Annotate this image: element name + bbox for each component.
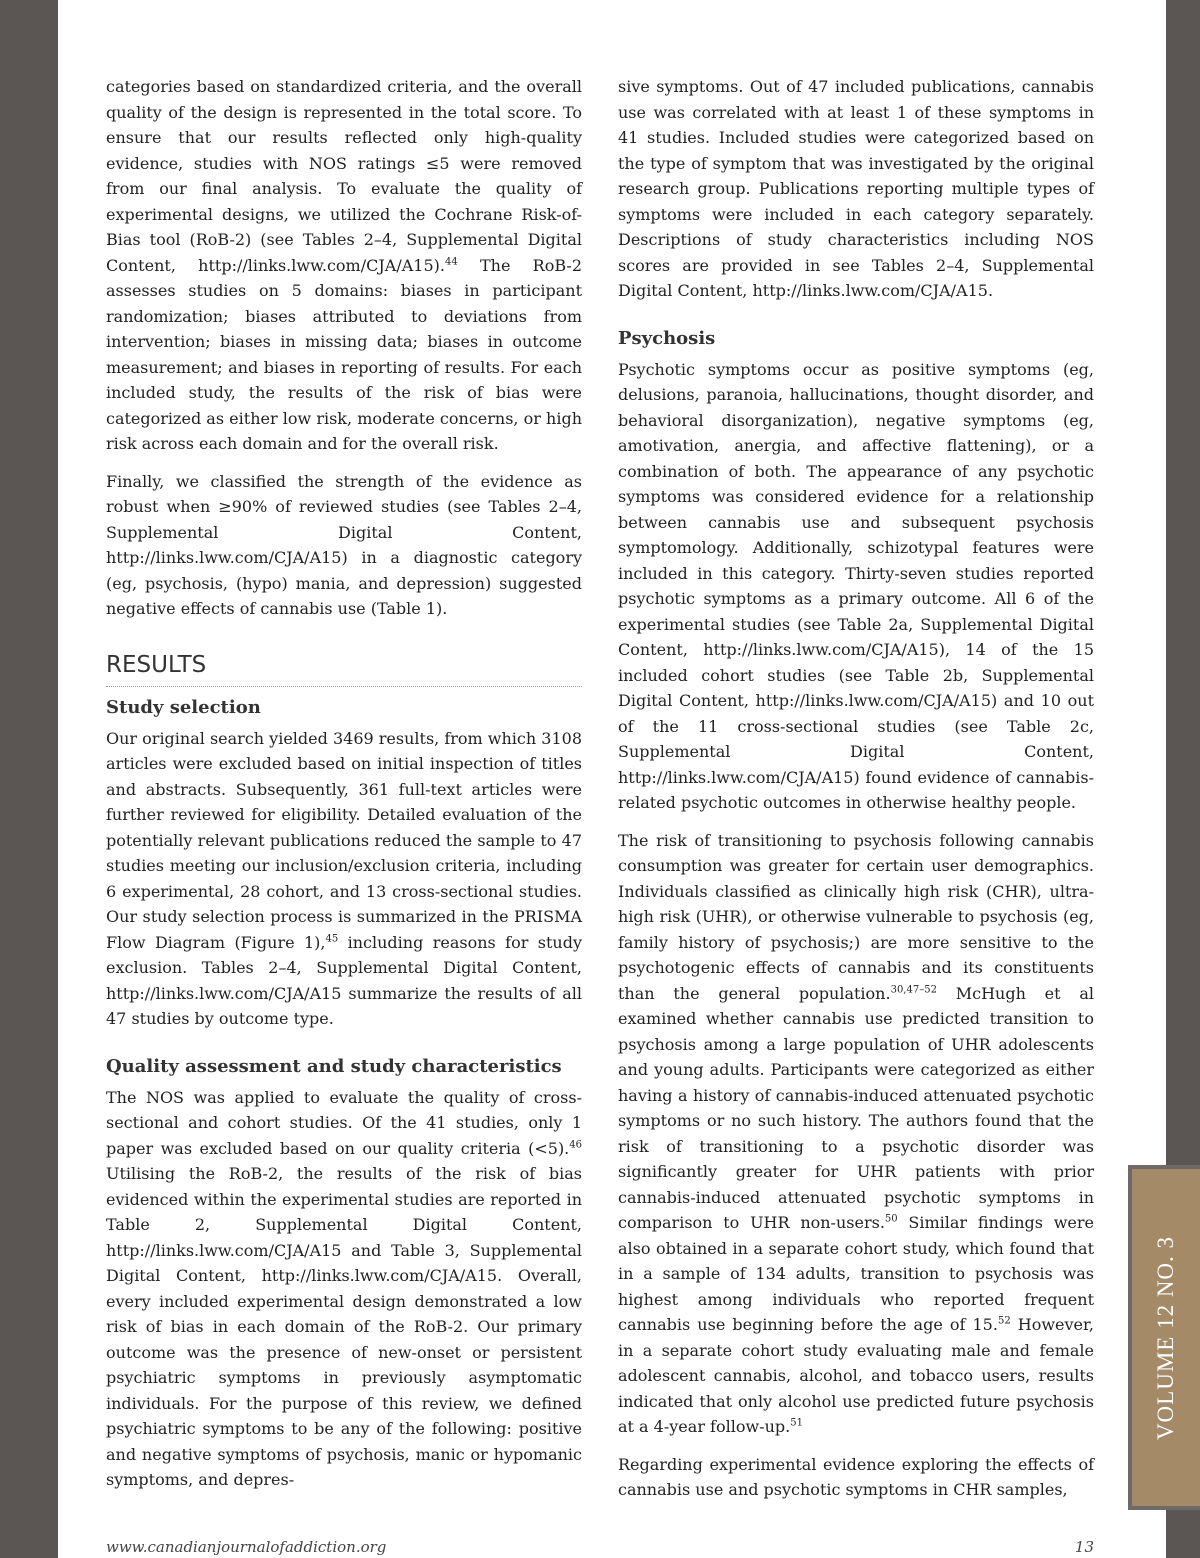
citation: 51: [790, 1417, 803, 1429]
right-column: [618, 74, 1094, 1515]
citation: 44: [444, 256, 458, 268]
results-heading: RESULTS: [106, 652, 582, 687]
paragraph-psychosis-risk: The risk of transitioning to psychosis following cannabis consumption was greater for certain user demographics. Individuals classified as clinically high risk (CHR), ultra-high risk (UHR), or otherwise vulnerable to psychosis (eg, family history of psychosis;) are more sensitive to the psychotogenic effects of cannabis and its constituents than the general population.$^{30,47-52}$ McHugh et al examined whether cannabis use predicted transition to psychosis among a large population of UHR adolescents and young adults. Participants were categorized as either having a history of cannabis-induced attenuated psychotic symptoms or no such history. The authors found that the risk of transitioning to a psychotic disorder was significantly greater for UHR patients with prior cannabis-induced attenuated psychotic symptoms in comparison to UHR non-users.$^{50}$ Similar findings were also obtained in a separate cohort study, which found that in a sample of 134 adults, transition to psychosis was highest among individuals who reported frequent cannabis use beginning before the age of 15.52 However, in a separate cohort study evaluating male and female adolescent cannabis, alcohol, and tobacco users, results indicated that only alcohol use predicted future psychosis at a 4-year follow-up.$^{51}$: [618, 830, 1095, 1436]
citation: 52: [997, 1315, 1011, 1327]
paragraph-study-selection: Our original search yielded 3469 results, from which 3108 articles were excluded based on initial inspection of titles and abstracts. Subsequently, 361 full-text articles were further reviewed for eligibility. Detailed evaluation of the potentially relevant publications reduced the sample to 47 studies meeting our inclusion/exclusion criteria, including 6 experimental, 28 cohort, and 13 cross-sectional studies. Our study selection process is summarized in the PRISMA Flow Diagram (Figure 1),$^{45}$ including reasons for study exclusion. Tables 2–4, Supplemental Digital Content, http://links.lww.com/CJA/A15 summarize the results of all 47 studies by outcome type.: [106, 728, 582, 1028]
citation: 45: [325, 933, 339, 945]
paragraph-quality-assessment: The NOS was applied to evaluate the quality of cross-sectional and cohort studies. Of the 41 studies, only 1 paper was excluded based on our quality criteria (<5).$^{46}$ Utilising the RoB-2, the results of the risk of bias evidenced within the experimental studies are reported in Table 2, Supplemental Digital Content, http://links.lww.com/CJA/A15 and Table 3, Supplemental Digital Content, http://links.lww.com/CJA/A15. Overall, every included experimental design demonstrated a low risk of bias in each domain of the RoB-2. Our primary outcome was the presence of new-onset or persistent psychiatric symptoms in previously asymptomatic individuals. For the purpose of this review, we defined psychiatric symptoms to be any of the following: positive and negative symptoms of psychosis, manic or hypomanic symptoms, and depres-: [106, 1087, 582, 1489]
left-column: [106, 74, 582, 1505]
left-margin-bar: [0, 0, 58, 1558]
paragraph-quality-methods: categories based on standardized criteria, and the overall quality of the design is represented in the total score. To ensure that our results reflected only high-quality evidence, studies with NOS ratings ≤5 were removed from our final analysis. To evaluate the quality of experimental designs, we utilized the Cochrane Risk-of-Bias tool (RoB-2) (see Tables 2–4, Supplemental Digital Content, http://links.lww.com/CJA/A15).$^{44}$ The RoB-2 assesses studies on 5 domains: biases in participant randomization; biases attributed to deviations from intervention; biases in missing data; biases in outcome measurement; and biases in reporting of results. For each included study, the results of the risk of bias were categorized as either low risk, moderate concerns, or high risk across each domain and for the overall risk.: [106, 77, 582, 453]
paragraph-psychosis-overview: Psychotic symptoms occur as positive symptoms (eg, delusions, paranoia, hallucinations, thought disorder, and behavioral disorganization), negative symptoms (eg, amotivation, anergia, and affective flattening), or a combination of both. The appearance of any psychotic symptoms was considered evidence for a relationship between cannabis use and subsequent psychosis symptomology. Additionally, schizotypal features were included in this category. Thirty-seven studies reported psychotic symptoms as a primary outcome. All 6 of the experimental studies (see Table 2a, Supplemental Digital Content, http://links.lww.com/CJA/A15), 14 of the 15 included cohort studies (see Table 2b, Supplemental Digital Content, http://links.lww.com/CJA/A15) and 10 out of the 11 cross-sectional studies (see Table 2c, Supplemental Digital Content, http://links.lww.com/CJA/A15) found evidence of cannabis-related psychotic outcomes in otherwise healthy people.: [618, 359, 1094, 812]
psychosis-heading: Psychosis: [618, 327, 716, 349]
page-number: 13: [1074, 1538, 1094, 1556]
citation: 46: [569, 1139, 582, 1151]
citation: 50: [884, 1213, 898, 1225]
footer-url[interactable]: www.canadianjournalofaddiction.org: [106, 1538, 387, 1556]
paragraph-evidence-strength: Finally, we classified the strength of the evidence as robust when ≥90% of reviewed studies (see Tables 2–4, Supplemental Digital Content, http://links.lww.com/CJA/A15) in a diagnostic category (eg, psychosis, (hypo) mania, and depression) suggested negative effects of cannabis use (Table 1).: [106, 471, 582, 618]
volume-tab: [1128, 1165, 1200, 1510]
citation: 30,47–52: [890, 984, 937, 996]
paragraph-experimental-evidence: Regarding experimental evidence exploring the effects of cannabis use and psychotic symptoms in CHR samples,: [618, 1454, 1094, 1499]
quality-assessment-heading: Quality assessment and study characteristics: [106, 1055, 562, 1077]
paragraph-symptom-categories: sive symptoms. Out of 47 included publications, cannabis use was correlated with at least 1 of these symptoms in 41 studies. Included studies were categorized based on the type of symptom that was investigated by the original research group. Publications reporting multiple types of symptoms were included in each category separately. Descriptions of study characteristics including NOS scores are provided in see Tables 2–4, Supplemental Digital Content, http://links.lww.com/CJA/A15.: [618, 77, 1094, 300]
volume-label: VOLUME 12 NO. 3: [1153, 1235, 1178, 1440]
study-selection-heading: Study selection: [106, 696, 261, 718]
